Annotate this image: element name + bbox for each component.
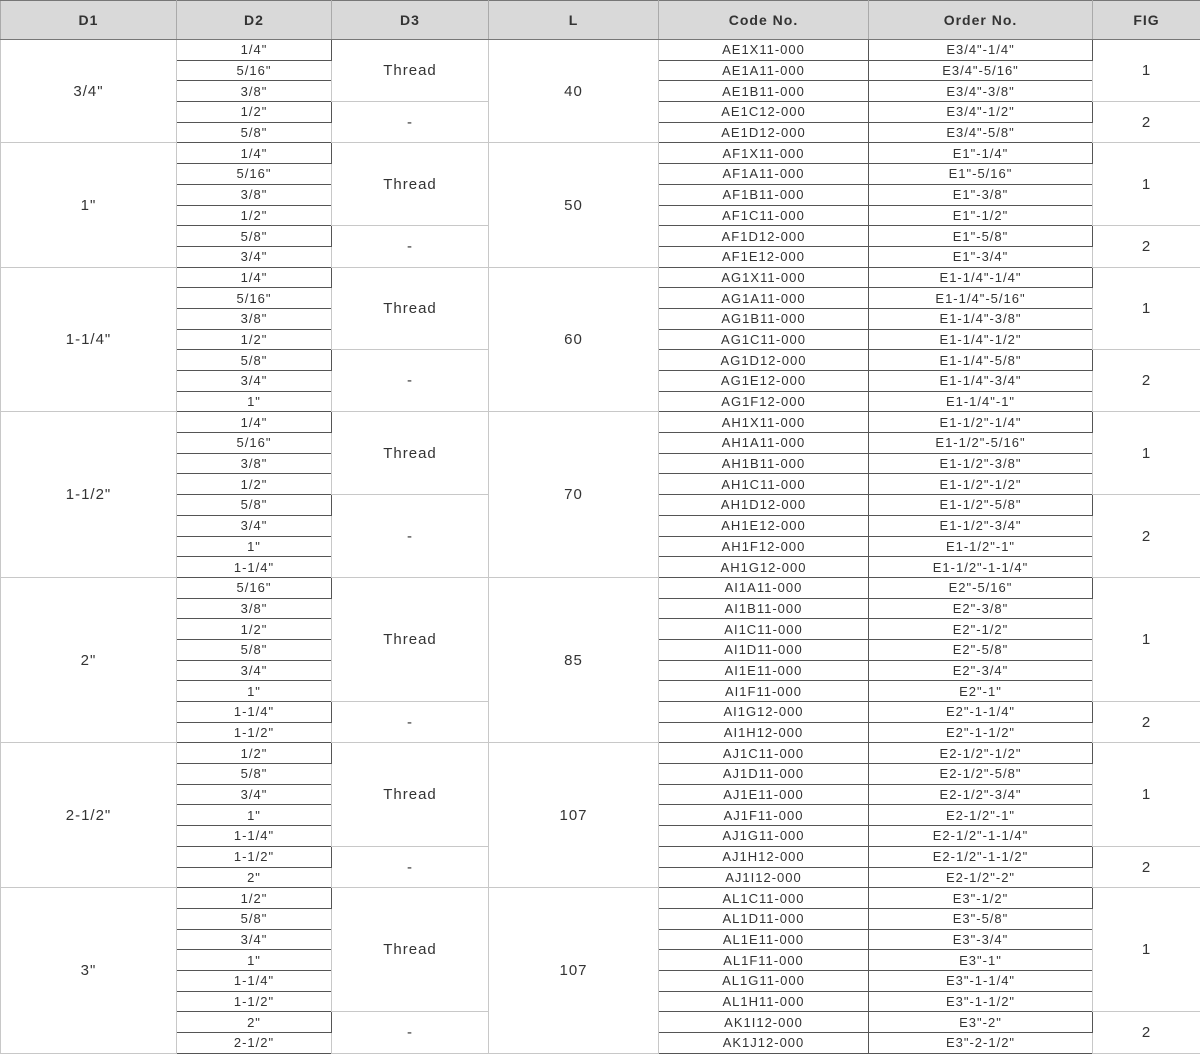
cell-fig: 1 [1093, 412, 1200, 495]
cell-d2: 3/4" [177, 784, 332, 805]
cell-d2: 2-1/2" [177, 1033, 332, 1054]
cell-order-no: E1-1/2"-5/16" [869, 433, 1093, 454]
cell-code-no: AL1F11-000 [659, 950, 869, 971]
table-row [1, 577, 1200, 598]
cell-d2: 5/16" [177, 164, 332, 185]
cell-order-no: E1"-5/16" [869, 164, 1093, 185]
cell-code-no: AF1B11-000 [659, 184, 869, 205]
cell-code-no: AJ1E11-000 [659, 784, 869, 805]
cell-d2: 1/2" [177, 102, 332, 123]
cell-d3: - [332, 226, 489, 267]
cell-order-no: E2-1/2"-2" [869, 867, 1093, 888]
cell-d2: 5/8" [177, 764, 332, 785]
cell-d3: - [332, 846, 489, 887]
cell-d3: - [332, 495, 489, 578]
cell-d2: 1/4" [177, 143, 332, 164]
cell-code-no: AJ1G11-000 [659, 826, 869, 847]
cell-d2: 3/4" [177, 515, 332, 536]
cell-d3: - [332, 702, 489, 743]
cell-d2: 1" [177, 681, 332, 702]
cell-code-no: AE1X11-000 [659, 40, 869, 61]
cell-code-no: AH1G12-000 [659, 557, 869, 578]
cell-order-no: E3/4"-3/8" [869, 81, 1093, 102]
cell-code-no: AH1A11-000 [659, 433, 869, 454]
cell-order-no: E2"-1-1/4" [869, 702, 1093, 723]
cell-fig: 2 [1093, 350, 1200, 412]
cell-fig: 2 [1093, 495, 1200, 578]
cell-order-no: E1-1/2"-1" [869, 536, 1093, 557]
cell-d2: 2" [177, 1012, 332, 1033]
cell-d3: Thread [332, 267, 489, 350]
header-code-no: Code No. [659, 1, 869, 40]
cell-d2: 5/8" [177, 122, 332, 143]
cell-d3: Thread [332, 577, 489, 701]
cell-d3: Thread [332, 412, 489, 495]
cell-d2: 1-1/4" [177, 557, 332, 578]
cell-d2: 1/4" [177, 412, 332, 433]
cell-code-no: AG1X11-000 [659, 267, 869, 288]
cell-d2: 5/8" [177, 495, 332, 516]
cell-code-no: AF1E12-000 [659, 246, 869, 267]
cell-order-no: E2"-3/4" [869, 660, 1093, 681]
cell-order-no: E3"-1/2" [869, 888, 1093, 909]
cell-code-no: AI1H12-000 [659, 722, 869, 743]
cell-code-no: AF1X11-000 [659, 143, 869, 164]
cell-order-no: E1"-1/2" [869, 205, 1093, 226]
cell-order-no: E2"-1/2" [869, 619, 1093, 640]
cell-d2: 3/4" [177, 929, 332, 950]
cell-code-no: AF1C11-000 [659, 205, 869, 226]
cell-d2: 1/2" [177, 888, 332, 909]
cell-d2: 5/8" [177, 908, 332, 929]
cell-code-no: AG1E12-000 [659, 371, 869, 392]
cell-d1: 3/4" [1, 40, 177, 143]
cell-order-no: E3/4"-5/16" [869, 60, 1093, 81]
cell-d3: Thread [332, 143, 489, 226]
table-row [1, 743, 1200, 764]
cell-d2: 1/2" [177, 743, 332, 764]
cell-d2: 1-1/2" [177, 991, 332, 1012]
cell-code-no: AI1C11-000 [659, 619, 869, 640]
cell-order-no: E3"-1-1/4" [869, 970, 1093, 991]
cell-l: 50 [489, 143, 659, 267]
cell-code-no: AH1E12-000 [659, 515, 869, 536]
cell-d2: 1-1/2" [177, 722, 332, 743]
cell-code-no: AG1D12-000 [659, 350, 869, 371]
cell-d3: Thread [332, 40, 489, 102]
cell-order-no: E1"-1/4" [869, 143, 1093, 164]
cell-order-no: E2"-3/8" [869, 598, 1093, 619]
cell-code-no: AL1G11-000 [659, 970, 869, 991]
cell-d2: 3/8" [177, 184, 332, 205]
cell-code-no: AI1A11-000 [659, 577, 869, 598]
header-l: L [489, 1, 659, 40]
cell-d2: 3/8" [177, 308, 332, 329]
cell-order-no: E3/4"-1/2" [869, 102, 1093, 123]
cell-order-no: E3"-5/8" [869, 908, 1093, 929]
cell-code-no: AJ1C11-000 [659, 743, 869, 764]
cell-d3: - [332, 350, 489, 412]
cell-order-no: E1-1/2"-3/4" [869, 515, 1093, 536]
table-row [1, 143, 1200, 164]
cell-code-no: AJ1F11-000 [659, 805, 869, 826]
cell-code-no: AI1G12-000 [659, 702, 869, 723]
cell-code-no: AH1D12-000 [659, 495, 869, 516]
cell-code-no: AG1F12-000 [659, 391, 869, 412]
cell-d2: 1-1/4" [177, 970, 332, 991]
cell-d2: 1" [177, 391, 332, 412]
cell-d3: - [332, 102, 489, 143]
cell-fig: 1 [1093, 888, 1200, 1012]
cell-order-no: E1-1/2"-1/4" [869, 412, 1093, 433]
cell-order-no: E1-1/4"-1/4" [869, 267, 1093, 288]
cell-order-no: E3"-3/4" [869, 929, 1093, 950]
table-row [1, 40, 1200, 61]
cell-fig: 2 [1093, 702, 1200, 743]
cell-order-no: E1"-3/4" [869, 246, 1093, 267]
cell-order-no: E1-1/4"-5/8" [869, 350, 1093, 371]
cell-d2: 5/16" [177, 60, 332, 81]
cell-d2: 3/4" [177, 246, 332, 267]
cell-code-no: AI1B11-000 [659, 598, 869, 619]
cell-code-no: AH1X11-000 [659, 412, 869, 433]
cell-fig: 1 [1093, 743, 1200, 846]
cell-code-no: AL1E11-000 [659, 929, 869, 950]
cell-code-no: AE1B11-000 [659, 81, 869, 102]
cell-order-no: E1-1/4"-3/4" [869, 371, 1093, 392]
cell-code-no: AL1C11-000 [659, 888, 869, 909]
table-row [1, 888, 1200, 909]
cell-code-no: AF1A11-000 [659, 164, 869, 185]
cell-d2: 1" [177, 950, 332, 971]
cell-order-no: E1-1/2"-5/8" [869, 495, 1093, 516]
cell-d2: 1" [177, 805, 332, 826]
cell-fig: 2 [1093, 102, 1200, 143]
cell-code-no: AG1C11-000 [659, 329, 869, 350]
cell-fig: 1 [1093, 40, 1200, 102]
cell-d2: 1-1/2" [177, 846, 332, 867]
cell-code-no: AJ1D11-000 [659, 764, 869, 785]
cell-fig: 2 [1093, 1012, 1200, 1053]
cell-d1: 2" [1, 577, 177, 743]
cell-code-no: AE1A11-000 [659, 60, 869, 81]
cell-d2: 5/8" [177, 350, 332, 371]
cell-code-no: AL1H11-000 [659, 991, 869, 1012]
cell-d2: 1/4" [177, 40, 332, 61]
header-order-no: Order No. [869, 1, 1093, 40]
cell-d1: 2-1/2" [1, 743, 177, 888]
cell-order-no: E2-1/2"-1" [869, 805, 1093, 826]
cell-fig: 2 [1093, 226, 1200, 267]
cell-order-no: E2-1/2"-3/4" [869, 784, 1093, 805]
cell-code-no: AI1E11-000 [659, 660, 869, 681]
cell-order-no: E1-1/4"-1" [869, 391, 1093, 412]
cell-order-no: E1"-3/8" [869, 184, 1093, 205]
table-row [1, 267, 1200, 288]
cell-code-no: AG1B11-000 [659, 308, 869, 329]
cell-order-no: E3"-1" [869, 950, 1093, 971]
cell-order-no: E2"-1" [869, 681, 1093, 702]
cell-d2: 1" [177, 536, 332, 557]
cell-order-no: E3"-2" [869, 1012, 1093, 1033]
cell-d2: 5/8" [177, 226, 332, 247]
header-d3: D3 [332, 1, 489, 40]
cell-order-no: E3/4"-5/8" [869, 122, 1093, 143]
cell-d2: 5/8" [177, 639, 332, 660]
cell-d2: 5/16" [177, 433, 332, 454]
cell-d2: 1-1/4" [177, 826, 332, 847]
cell-code-no: AF1D12-000 [659, 226, 869, 247]
cell-d3: Thread [332, 743, 489, 846]
cell-d1: 3" [1, 888, 177, 1054]
cell-d3: - [332, 1012, 489, 1053]
cell-d2: 5/16" [177, 288, 332, 309]
cell-order-no: E1-1/4"-1/2" [869, 329, 1093, 350]
cell-d2: 3/4" [177, 660, 332, 681]
cell-order-no: E2"-5/16" [869, 577, 1093, 598]
cell-d2: 3/8" [177, 81, 332, 102]
cell-order-no: E2-1/2"-1/2" [869, 743, 1093, 764]
cell-l: 70 [489, 412, 659, 578]
cell-code-no: AJ1H12-000 [659, 846, 869, 867]
cell-d2: 2" [177, 867, 332, 888]
cell-code-no: AJ1I12-000 [659, 867, 869, 888]
cell-order-no: E3/4"-1/4" [869, 40, 1093, 61]
cell-order-no: E1"-5/8" [869, 226, 1093, 247]
cell-d1: 1-1/2" [1, 412, 177, 578]
cell-fig: 2 [1093, 846, 1200, 887]
header-row [1, 1, 1200, 40]
cell-code-no: AK1J12-000 [659, 1033, 869, 1054]
cell-d2: 1/2" [177, 329, 332, 350]
cell-order-no: E2-1/2"-5/8" [869, 764, 1093, 785]
cell-l: 40 [489, 40, 659, 143]
cell-l: 60 [489, 267, 659, 412]
cell-d2: 5/16" [177, 577, 332, 598]
cell-code-no: AH1C11-000 [659, 474, 869, 495]
cell-d2: 1/2" [177, 205, 332, 226]
header-fig: FIG [1093, 1, 1200, 40]
cell-fig: 1 [1093, 577, 1200, 701]
cell-l: 85 [489, 577, 659, 743]
cell-l: 107 [489, 888, 659, 1054]
cell-code-no: AE1D12-000 [659, 122, 869, 143]
cell-d2: 1-1/4" [177, 702, 332, 723]
cell-code-no: AK1I12-000 [659, 1012, 869, 1033]
cell-code-no: AE1C12-000 [659, 102, 869, 123]
cell-code-no: AI1D11-000 [659, 639, 869, 660]
cell-d2: 1/2" [177, 619, 332, 640]
cell-code-no: AI1F11-000 [659, 681, 869, 702]
cell-fig: 1 [1093, 143, 1200, 226]
cell-d3: Thread [332, 888, 489, 1012]
cell-order-no: E1-1/4"-5/16" [869, 288, 1093, 309]
cell-order-no: E1-1/2"-1-1/4" [869, 557, 1093, 578]
cell-d2: 1/2" [177, 474, 332, 495]
table-row [1, 412, 1200, 433]
cell-order-no: E1-1/4"-3/8" [869, 308, 1093, 329]
cell-code-no: AH1F12-000 [659, 536, 869, 557]
cell-code-no: AG1A11-000 [659, 288, 869, 309]
header-d1: D1 [1, 1, 177, 40]
cell-code-no: AH1B11-000 [659, 453, 869, 474]
cell-order-no: E2-1/2"-1-1/2" [869, 846, 1093, 867]
cell-order-no: E2-1/2"-1-1/4" [869, 826, 1093, 847]
cell-d2: 3/4" [177, 371, 332, 392]
cell-fig: 1 [1093, 267, 1200, 350]
cell-order-no: E2"-5/8" [869, 639, 1093, 660]
cell-d2: 3/8" [177, 598, 332, 619]
cell-order-no: E3"-1-1/2" [869, 991, 1093, 1012]
cell-order-no: E1-1/2"-3/8" [869, 453, 1093, 474]
cell-order-no: E2"-1-1/2" [869, 722, 1093, 743]
cell-order-no: E3"-2-1/2" [869, 1033, 1093, 1054]
cell-d2: 1/4" [177, 267, 332, 288]
header-d2: D2 [177, 1, 332, 40]
cell-d1: 1" [1, 143, 177, 267]
cell-l: 107 [489, 743, 659, 888]
cell-d2: 3/8" [177, 453, 332, 474]
cell-code-no: AL1D11-000 [659, 908, 869, 929]
cell-order-no: E1-1/2"-1/2" [869, 474, 1093, 495]
cell-d1: 1-1/4" [1, 267, 177, 412]
